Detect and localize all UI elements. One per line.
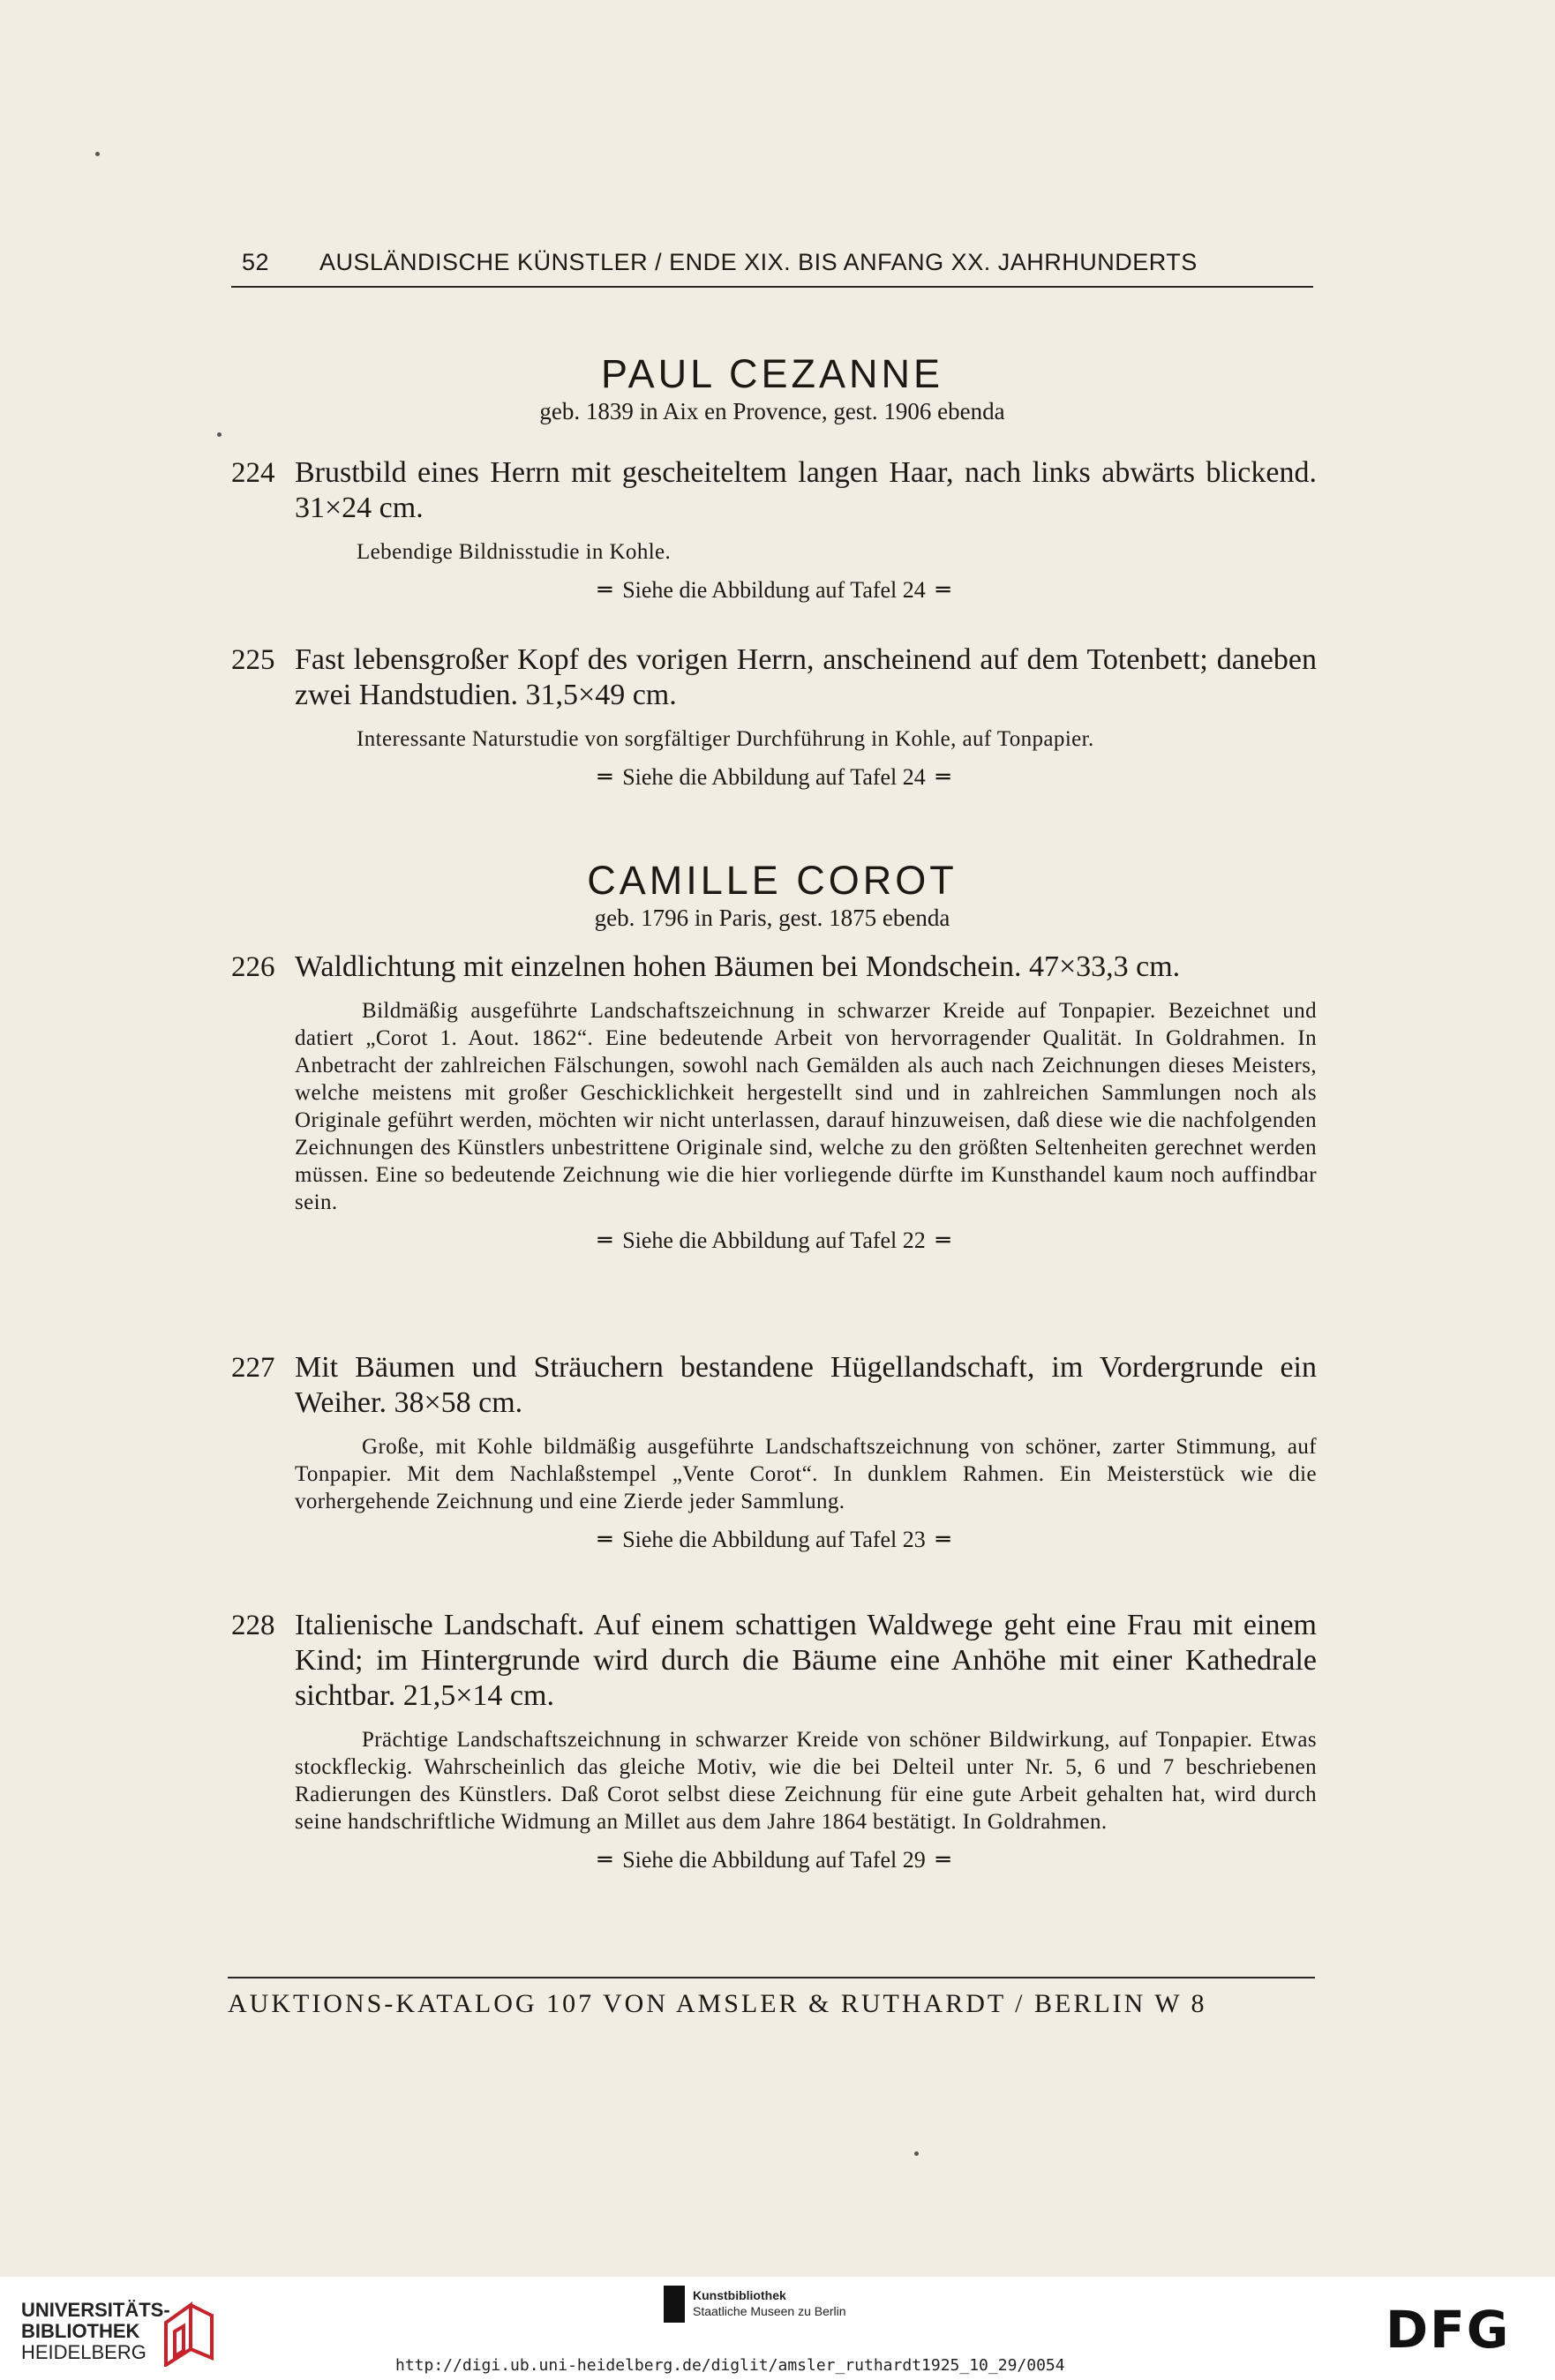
catalog-footer: AUKTIONS-KATALOG 107 VON AMSLER & RUTHARDT / BERLIN W 8 — [228, 1977, 1315, 2019]
plate-reference — [231, 763, 1317, 792]
plate-reference — [231, 576, 1317, 604]
lot-title: Fast lebensgroßer Kopf des vorigen Herrn, anscheinend auf dem Totenbett; daneben zwei Handstudien. 31,5×49 cm. — [295, 643, 1317, 711]
ub-heidelberg-logo-text[interactable]: UNIVERSITÄTS- BIBLIOTHEK HEIDELBERG — [21, 2299, 170, 2363]
double-rule-icon: ═ — [597, 577, 612, 604]
artist-life-dates: geb. 1796 in Paris, gest. 1875 ebenda — [594, 905, 950, 931]
lot-description: Große, mit Kohle bildmäßig ausgeführte Landschaftszeichnung von schöner, zarter Stimmung, auf Tonpapier. Mit dem Nachlaßstempel „Vente Corot“. In dunklem Rahmen. Ein Meisterstück wie die vorhergehende Zeichnung und eine Zierde jeder Sammlung. — [295, 1435, 1317, 1513]
kunstbibliothek-logo-icon — [664, 2286, 685, 2323]
page-number: 52 — [242, 249, 270, 275]
lot-description: Lebendige Bildnisstudie in Kohle. — [357, 540, 672, 564]
plate-reference-text: Siehe die Abbildung auf Tafel 29 — [622, 1847, 926, 1873]
lot-description: Interessante Naturstudie von sorgfältiger Durchführung in Kohle, auf Tonpapier. — [357, 727, 1094, 751]
plate-reference — [231, 1526, 1317, 1554]
plate-reference — [231, 1846, 1317, 1874]
lot-title: Mit Bäumen und Sträuchern bestandene Hügellandschaft, im Vordergrunde ein Weiher. 38×58 cm. — [295, 1351, 1317, 1419]
kunstbibliothek-label[interactable]: Kunstbibliothek Staatliche Museen zu Berlin — [693, 2288, 846, 2318]
permalink-url[interactable]: http://digi.ub.uni-heidelberg.de/diglit/amsler_ruthardt1925_10_29/0054 — [395, 2356, 1065, 2375]
double-rule-icon: ═ — [597, 1847, 612, 1873]
running-title: AUSLÄNDISCHE KÜNSTLER / ENDE XIX. BIS ANFANG XX. JAHRHUNDERTS — [319, 249, 1198, 275]
plate-reference — [231, 1227, 1317, 1255]
double-rule-icon: ═ — [935, 764, 950, 791]
lot-description: Bildmäßig ausgeführte Landschaftszeichnung in schwarzer Kreide auf Tonpapier. Bezeichnet und datiert „Corot 1. Aout. 1862“. Eine bedeutende Arbeit von hervorragender Qualität. In Goldrahmen. In Anbetracht der zahlreichen Fälschungen, sowohl nach Gemälden als auch nach Zeichnungen dieses Meisters, welche meistens mit großer Geschicklichkeit hergestellt sind und in zahlreichen Sammlungen noch als Originale geführt werden, möchten wir nicht unterlassen, darauf hinzuweisen, daß diese wie die nachfolgenden Zeichnungen des Künstlers unbestrittene Originale sind, welche zu den größten Seltenheiten gerechnet werden müssen. Eine so bedeutende Zeichnung wie die hier vorliegende dürfte im Kunsthandel kaum noch auffindbar sein. — [295, 999, 1317, 1214]
artist-life-dates: geb. 1839 in Aix en Provence, gest. 1906 ebenda — [539, 398, 1005, 424]
speck — [95, 152, 100, 156]
catalog-entry — [231, 1608, 1317, 1874]
lot-number: 228 — [231, 1610, 275, 1641]
artist-name: PAUL CEZANNE — [600, 351, 944, 396]
double-rule-icon: ═ — [597, 764, 612, 791]
double-rule-icon: ═ — [935, 1228, 950, 1254]
plate-reference-text: Siehe die Abbildung auf Tafel 23 — [622, 1527, 926, 1552]
speck — [914, 2151, 919, 2156]
catalog-entry — [231, 950, 1317, 1255]
digitization-bar — [0, 2277, 1555, 2380]
catalog-entry — [231, 455, 1317, 604]
double-rule-icon: ═ — [597, 1527, 612, 1553]
lot-title: Brustbild eines Herrn mit gescheiteltem langen Haar, nach links abwärts blickend. 31×24 cm. — [295, 456, 1317, 524]
double-rule-icon: ═ — [935, 1527, 950, 1553]
plate-reference-text: Siehe die Abbildung auf Tafel 24 — [622, 577, 926, 603]
double-rule-icon: ═ — [935, 1847, 950, 1873]
lot-title: Italienische Landschaft. Auf einem schattigen Waldwege geht eine Frau mit einem Kind; im Hintergrunde wird durch die Bäume eine Anhöhe mit einer Kathedrale sichtbar. 21,5×14 cm. — [295, 1609, 1317, 1712]
double-rule-icon: ═ — [935, 577, 950, 604]
artist-name: CAMILLE COROT — [587, 858, 958, 903]
lot-number: 225 — [231, 644, 275, 676]
lot-number: 224 — [231, 457, 275, 489]
lot-number: 226 — [231, 951, 275, 983]
ub-heidelberg-emblem-icon — [161, 2296, 217, 2367]
lot-title: Waldlichtung mit einzelnen hohen Bäumen bei Mondschein. 47×33,3 cm. — [295, 950, 1181, 983]
lot-description: Prächtige Landschaftszeichnung in schwarzer Kreide von schöner Bildwirkung, auf Tonpapier. Etwas stockfleckig. Wahrscheinlich das gleiche Motiv, wie die bei Delteil unter Nr. 5, 6 und 7 beschriebenen Radierungen des Künstlers. Daß Corot selbst diese Zeichnung für eine gute Arbeit gehalten hat, wird durch seine handschriftliche Widmung an Millet aus dem Jahre 1864 bestätigt. In Goldrahmen. — [295, 1728, 1317, 1834]
catalog-entry — [231, 642, 1317, 792]
artist-heading — [231, 858, 1313, 932]
lot-number: 227 — [231, 1352, 275, 1384]
artist-heading — [231, 351, 1313, 425]
dfg-logo[interactable]: DFG — [1386, 2300, 1511, 2360]
catalog-entry — [231, 1350, 1317, 1554]
double-rule-icon: ═ — [597, 1228, 612, 1254]
page-header — [231, 247, 1313, 288]
plate-reference-text: Siehe die Abbildung auf Tafel 22 — [622, 1228, 926, 1253]
plate-reference-text: Siehe die Abbildung auf Tafel 24 — [622, 764, 926, 790]
speck — [217, 432, 222, 437]
